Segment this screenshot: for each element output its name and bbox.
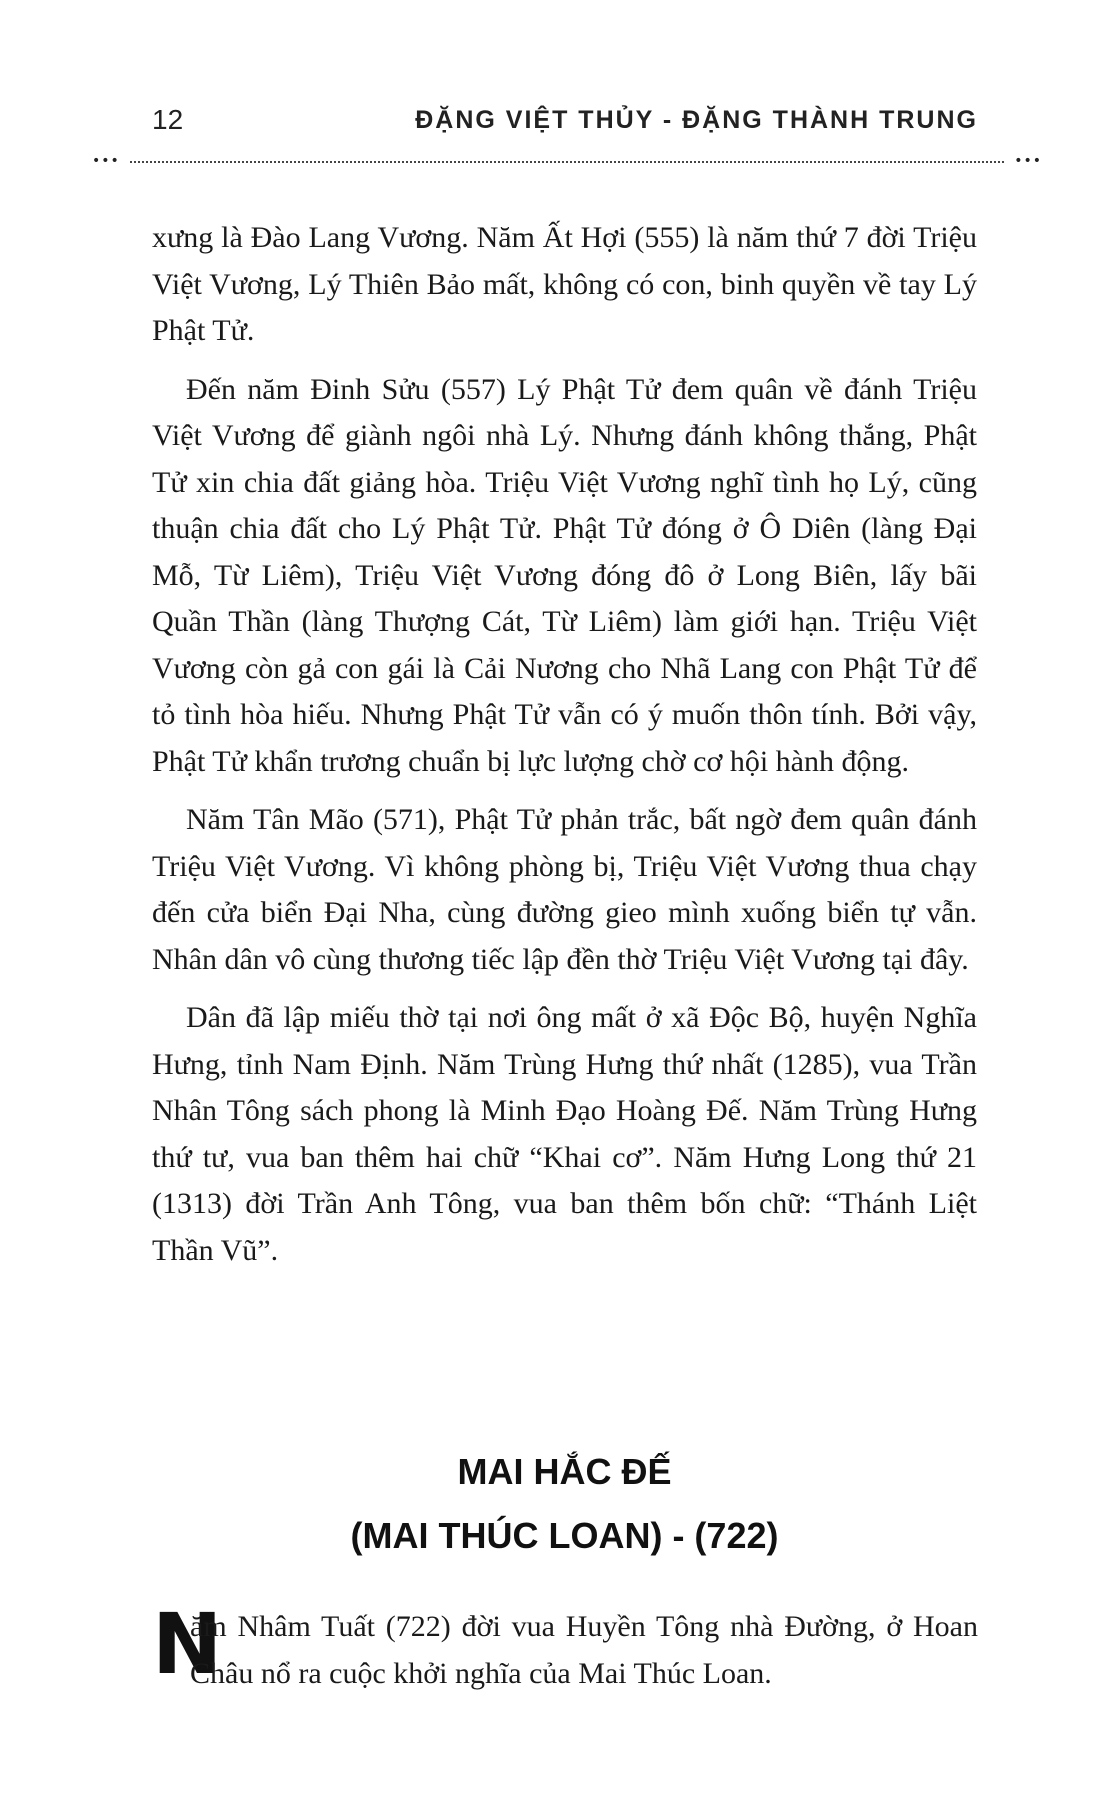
body-text [152, 215, 977, 1286]
section-title [152, 1440, 977, 1568]
dotted-divider [130, 161, 1004, 163]
paragraph-1: xưng là Đào Lang Vương. Năm Ất Hợi (555) là năm thứ 7 đời Triệu Việt Vương, Lý Thiên Bảo mất, không có con, binh quyền về tay Lý Phật Tử. [152, 221, 977, 347]
drop-cap: N [152, 1595, 223, 1693]
page-number: 12 [152, 104, 184, 135]
rule-dots-left: ••• [92, 153, 120, 169]
section-title-line-2: (MAI THÚC LOAN) - (722) [350, 1515, 779, 1556]
paragraph-4: Dân đã lập miếu thờ tại nơi ông mất ở xã Độc Bộ, huyện Nghĩa Hưng, tỉnh Nam Định. Năm Trùng Hưng thứ nhất (1285), vua Trần Nhân Tông sách phong là Minh Đạo Hoàng Đế. Năm Trùng Hưng thứ tư, vua ban thêm hai chữ “Khai cơ”. Năm Hưng Long thứ 21 (1313) đời Trần Anh Tông, vua ban thêm bốn chữ: “Thánh Liệt Thần Vũ”. [152, 1001, 977, 1267]
page-header [152, 104, 978, 144]
paragraph-3: Năm Tân Mão (571), Phật Tử phản trắc, bất ngờ đem quân đánh Triệu Việt Vương. Vì không phòng bị, Triệu Việt Vương thua chạy đến cửa biển Đại Nha, cùng đường gieo mình xuống biển tự vẫn. Nhân dân vô cùng thương tiếc lập đền thờ Triệu Việt Vương tại đây. [152, 803, 977, 976]
rule-dots-right: ••• [1014, 153, 1042, 169]
running-title: ĐẶNG VIỆT THỦY - ĐẶNG THÀNH TRUNG [415, 106, 978, 134]
paragraph-2: Đến năm Đinh Sửu (557) Lý Phật Tử đem quân về đánh Triệu Việt Vương để giành ngôi nhà Lý. Nhưng đánh không thắng, Phật Tử xin chia đất giảng hòa. Triệu Việt Vương nghĩ tình họ Lý, cũng thuận chia đất cho Lý Phật Tử. Phật Tử đóng ở Ô Diên (làng Đại Mỗ, Từ Liêm), Triệu Việt Vương đóng đô ở Long Biên, lấy bãi Quần Thần (làng Thượng Cát, Từ Liêm) làm giới hạn. Triệu Việt Vương còn gả con gái là Cải Nương cho Nhã Lang con Phật Tử để tỏ tình hòa hiếu. Nhưng Phật Tử vẫn có ý muốn thôn tính. Bởi vậy, Phật Tử khẩn trương chuẩn bị lực lượng chờ cơ hội hành động. [152, 372, 977, 778]
lead-paragraph: ăm Nhâm Tuất (722) đời vua Huyền Tông nhà Đường, ở Hoan Châu nổ ra cuộc khởi nghĩa của Mai Thúc Loan. [190, 1610, 978, 1690]
section-title-line-1: MAI HẮC ĐẾ [457, 1451, 672, 1492]
header-rule [92, 155, 1042, 167]
